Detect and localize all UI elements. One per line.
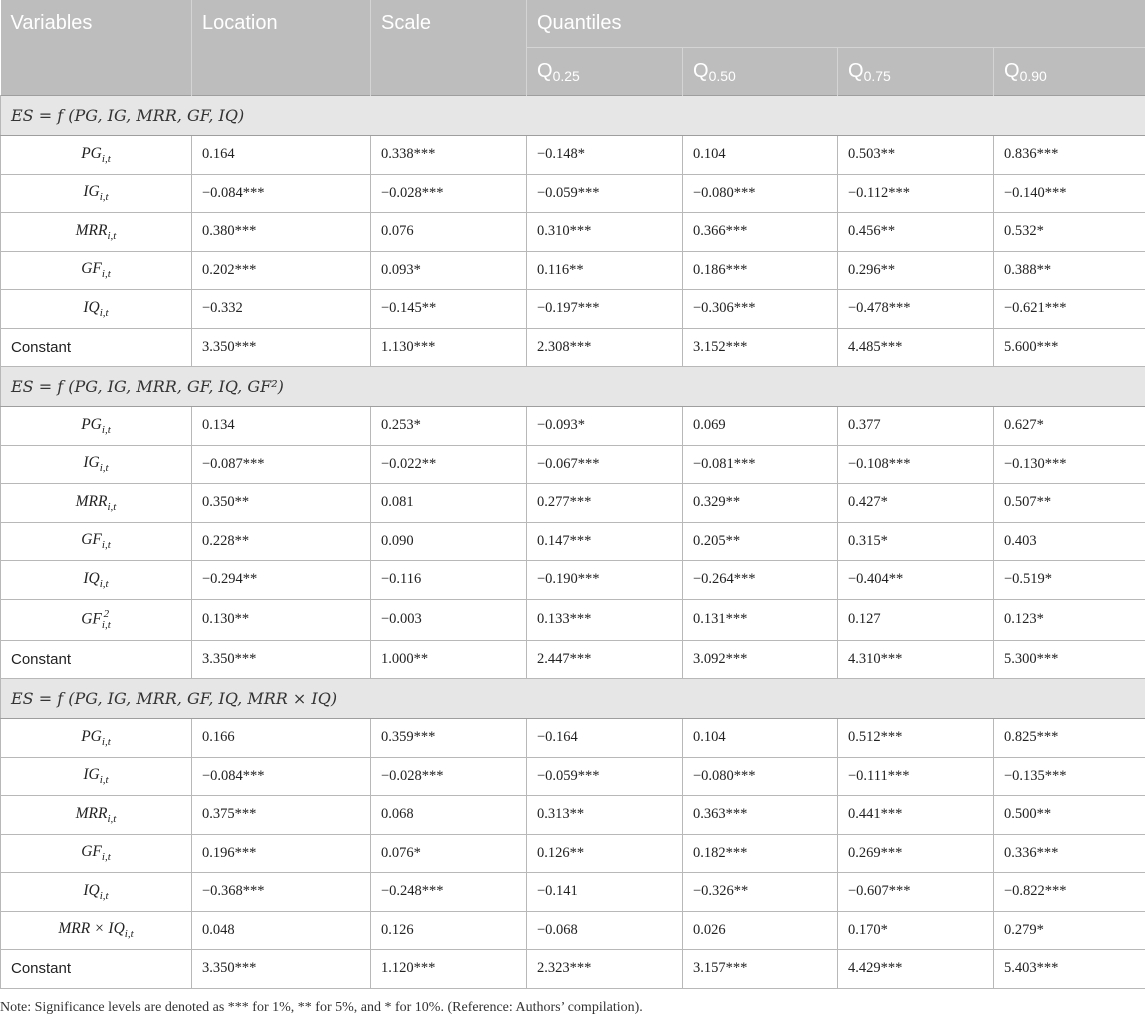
variable-name-cell	[1, 522, 192, 561]
value-cell: −0.332	[192, 290, 371, 329]
table-row	[1, 950, 1145, 989]
value-cell: 0.228**	[192, 522, 371, 561]
value-cell: −0.067***	[527, 445, 683, 484]
value-cell: 0.104	[683, 136, 838, 175]
variable-name-cell	[1, 407, 192, 446]
variable-symbol: IQ	[83, 881, 100, 899]
variable-name-cell	[1, 251, 192, 290]
value-cell: −0.084***	[192, 757, 371, 796]
variable-symbol: IQ	[83, 298, 100, 316]
value-cell: 0.507**	[994, 484, 1145, 523]
value-cell: 0.069	[683, 407, 838, 446]
value-cell: 0.363***	[683, 796, 838, 835]
section-header-row	[1, 367, 1145, 407]
variable-name-cell	[1, 561, 192, 600]
value-cell: −0.080***	[683, 174, 838, 213]
variable-name-cell	[1, 213, 192, 252]
value-cell: 0.825***	[994, 719, 1145, 758]
model-specification: ES = f (PG, IG, MRR, GF, IQ)	[1, 96, 1145, 136]
value-cell: 0.131***	[683, 599, 838, 640]
value-cell: 0.164	[192, 136, 371, 175]
variable-subscript: i,t	[99, 774, 109, 787]
value-cell: 2.308***	[527, 328, 683, 367]
table-row	[1, 251, 1145, 290]
value-cell: 0.269***	[838, 834, 994, 873]
header-q75: $Q_{0.75}$	[838, 48, 994, 96]
variable-name-cell: Constant	[1, 640, 192, 679]
value-cell: −0.294**	[192, 561, 371, 600]
value-cell: −0.028***	[371, 174, 527, 213]
value-cell: 0.166	[192, 719, 371, 758]
table-row	[1, 290, 1145, 329]
value-cell: −0.248***	[371, 873, 527, 912]
table-header	[1, 0, 1145, 96]
value-cell: −0.084***	[192, 174, 371, 213]
variable-subscript: i,t	[101, 618, 111, 631]
value-cell: 0.093*	[371, 251, 527, 290]
variable-symbol: GF	[81, 260, 102, 278]
value-cell: 3.350***	[192, 640, 371, 679]
value-cell: 0.503**	[838, 136, 994, 175]
variable-name-cell	[1, 484, 192, 523]
variable-name-cell	[1, 445, 192, 484]
value-cell: −0.621***	[994, 290, 1145, 329]
value-cell: 0.196***	[192, 834, 371, 873]
value-cell: 0.116**	[527, 251, 683, 290]
table-body	[1, 96, 1145, 989]
table-row	[1, 174, 1145, 213]
value-cell: −0.264***	[683, 561, 838, 600]
value-cell: −0.141	[527, 873, 683, 912]
table-row	[1, 640, 1145, 679]
variable-subscript: i,t	[101, 423, 111, 436]
variable-name-cell	[1, 796, 192, 835]
value-cell: 0.329**	[683, 484, 838, 523]
value-cell: 0.375***	[192, 796, 371, 835]
value-cell: 0.336***	[994, 834, 1145, 873]
value-cell: 0.126**	[527, 834, 683, 873]
table-row	[1, 213, 1145, 252]
value-cell: 0.182***	[683, 834, 838, 873]
value-cell: 1.130***	[371, 328, 527, 367]
table-row	[1, 522, 1145, 561]
table-row	[1, 136, 1145, 175]
variable-subscript: i,t	[107, 229, 117, 242]
value-cell: 3.152***	[683, 328, 838, 367]
value-cell: −0.519*	[994, 561, 1145, 600]
value-cell: 0.205**	[683, 522, 838, 561]
variable-subscript: i,t	[99, 306, 109, 319]
header-variables: Variables	[1, 0, 192, 96]
variable-name-cell	[1, 599, 192, 640]
value-cell: 0.366***	[683, 213, 838, 252]
value-cell: 0.127	[838, 599, 994, 640]
variable-name-cell: Constant	[1, 328, 192, 367]
value-cell: −0.822***	[994, 873, 1145, 912]
table-row	[1, 911, 1145, 950]
value-cell: −0.135***	[994, 757, 1145, 796]
value-cell: 0.104	[683, 719, 838, 758]
value-cell: 0.500**	[994, 796, 1145, 835]
value-cell: 0.081	[371, 484, 527, 523]
value-cell: 0.253*	[371, 407, 527, 446]
value-cell: −0.197***	[527, 290, 683, 329]
header-q90: $Q_{0.90}$	[994, 48, 1145, 96]
value-cell: 0.310***	[527, 213, 683, 252]
value-cell: 5.300***	[994, 640, 1145, 679]
value-cell: 0.532*	[994, 213, 1145, 252]
table-row	[1, 445, 1145, 484]
header-location: Location	[192, 0, 371, 96]
value-cell: 0.338***	[371, 136, 527, 175]
value-cell: 3.092***	[683, 640, 838, 679]
variable-symbol: GF	[81, 843, 102, 861]
value-cell: −0.028***	[371, 757, 527, 796]
value-cell: 0.377	[838, 407, 994, 446]
value-cell: −0.112***	[838, 174, 994, 213]
value-cell: 0.076*	[371, 834, 527, 873]
value-cell: −0.111***	[838, 757, 994, 796]
value-cell: −0.081***	[683, 445, 838, 484]
variable-name-cell	[1, 834, 192, 873]
value-cell: 0.090	[371, 522, 527, 561]
value-cell: −0.607***	[838, 873, 994, 912]
value-cell: 0.147***	[527, 522, 683, 561]
value-cell: 0.403	[994, 522, 1145, 561]
table-row	[1, 407, 1145, 446]
value-cell: −0.368***	[192, 873, 371, 912]
table-row	[1, 599, 1145, 640]
variable-symbol: IG	[83, 454, 100, 472]
variable-name-cell	[1, 174, 192, 213]
header-scale: Scale	[371, 0, 527, 96]
variable-symbol: GF	[81, 610, 102, 628]
table-row	[1, 834, 1145, 873]
value-cell: 3.157***	[683, 950, 838, 989]
variable-subscript: i,t	[101, 851, 111, 864]
variable-subscript: i,t	[107, 500, 117, 513]
value-cell: 0.427*	[838, 484, 994, 523]
value-cell: 0.026	[683, 911, 838, 950]
value-cell: −0.404**	[838, 561, 994, 600]
section-header-row	[1, 96, 1145, 136]
variable-symbol: PG	[81, 727, 102, 745]
table-row	[1, 757, 1145, 796]
header-q50: $Q_{0.50}$	[683, 48, 838, 96]
variable-subscript: i,t	[101, 539, 111, 552]
value-cell: 0.296**	[838, 251, 994, 290]
model-specification: ES = f (PG, IG, MRR, GF, IQ, GF²)	[1, 367, 1145, 407]
value-cell: 0.279*	[994, 911, 1145, 950]
value-cell: 0.202***	[192, 251, 371, 290]
variable-name-cell	[1, 757, 192, 796]
variable-symbol: IQ	[83, 569, 100, 587]
variable-subscript: i,t	[99, 462, 109, 475]
variable-subscript: i,t	[101, 152, 111, 165]
value-cell: 2.447***	[527, 640, 683, 679]
variable-name-cell	[1, 911, 192, 950]
value-cell: −0.080***	[683, 757, 838, 796]
value-cell: −0.478***	[838, 290, 994, 329]
variable-symbol: MRR	[75, 804, 108, 822]
value-cell: 0.350**	[192, 484, 371, 523]
variable-name-cell	[1, 136, 192, 175]
value-cell: −0.003	[371, 599, 527, 640]
value-cell: −0.108***	[838, 445, 994, 484]
header-quantiles: Quantiles	[527, 0, 1145, 48]
value-cell: 0.130**	[192, 599, 371, 640]
table-row	[1, 873, 1145, 912]
value-cell: −0.068	[527, 911, 683, 950]
value-cell: −0.116	[371, 561, 527, 600]
value-cell: 0.388**	[994, 251, 1145, 290]
value-cell: −0.093*	[527, 407, 683, 446]
value-cell: 5.403***	[994, 950, 1145, 989]
value-cell: 0.186***	[683, 251, 838, 290]
table-row	[1, 484, 1145, 523]
value-cell: 0.315*	[838, 522, 994, 561]
variable-symbol: PG	[81, 415, 102, 433]
variable-symbol: PG	[81, 144, 102, 162]
value-cell: 5.600***	[994, 328, 1145, 367]
variable-subscript: i,t	[99, 577, 109, 590]
value-cell: 0.048	[192, 911, 371, 950]
variable-subscript: i,t	[124, 928, 134, 941]
model-specification: ES = f (PG, IG, MRR, GF, IQ, MRR × IQ)	[1, 679, 1145, 719]
value-cell: 0.359***	[371, 719, 527, 758]
value-cell: 0.126	[371, 911, 527, 950]
value-cell: 4.429***	[838, 950, 994, 989]
value-cell: 4.310***	[838, 640, 994, 679]
value-cell: −0.306***	[683, 290, 838, 329]
variable-subscript: i,t	[107, 812, 117, 825]
value-cell: 2.323***	[527, 950, 683, 989]
value-cell: −0.059***	[527, 174, 683, 213]
value-cell: 0.134	[192, 407, 371, 446]
variable-name-cell	[1, 873, 192, 912]
variable-subscript: i,t	[99, 191, 109, 204]
table-row	[1, 796, 1145, 835]
value-cell: 0.441***	[838, 796, 994, 835]
value-cell: 0.068	[371, 796, 527, 835]
variable-subscript: i,t	[99, 889, 109, 902]
variable-name-cell	[1, 719, 192, 758]
variable-symbol: MRR	[75, 492, 108, 510]
value-cell: 0.170*	[838, 911, 994, 950]
value-cell: 0.380***	[192, 213, 371, 252]
variable-symbol: MRR × IQ	[58, 920, 125, 938]
value-cell: 0.836***	[994, 136, 1145, 175]
value-cell: −0.130***	[994, 445, 1145, 484]
value-cell: 0.313**	[527, 796, 683, 835]
value-cell: 0.627*	[994, 407, 1145, 446]
variable-name-cell: Constant	[1, 950, 192, 989]
value-cell: −0.164	[527, 719, 683, 758]
value-cell: 1.120***	[371, 950, 527, 989]
value-cell: 0.456**	[838, 213, 994, 252]
value-cell: 0.123*	[994, 599, 1145, 640]
table-row	[1, 719, 1145, 758]
table-row	[1, 561, 1145, 600]
variable-symbol: IG	[83, 183, 100, 201]
variable-symbol: MRR	[75, 221, 108, 239]
variable-name-cell	[1, 290, 192, 329]
value-cell: 1.000**	[371, 640, 527, 679]
value-cell: −0.087***	[192, 445, 371, 484]
value-cell: −0.059***	[527, 757, 683, 796]
value-cell: −0.140***	[994, 174, 1145, 213]
value-cell: −0.326**	[683, 873, 838, 912]
value-cell: 0.133***	[527, 599, 683, 640]
value-cell: 3.350***	[192, 950, 371, 989]
value-cell: 0.076	[371, 213, 527, 252]
table-row	[1, 328, 1145, 367]
value-cell: 0.277***	[527, 484, 683, 523]
variable-symbol: IG	[83, 766, 100, 784]
variable-symbol: GF	[81, 531, 102, 549]
variable-subscript: i,t	[101, 735, 111, 748]
variable-superscript: 2	[103, 607, 110, 620]
table-note: Note: Significance levels are denoted as *** for 1%, ** for 5%, and * for 10%. (Reference: Authors’ compilation).	[0, 1000, 643, 1015]
value-cell: −0.190***	[527, 561, 683, 600]
header-q25: $Q_{0.25}$	[527, 48, 683, 96]
section-header-row	[1, 679, 1145, 719]
value-cell: −0.145**	[371, 290, 527, 329]
value-cell: 3.350***	[192, 328, 371, 367]
value-cell: −0.148*	[527, 136, 683, 175]
value-cell: 4.485***	[838, 328, 994, 367]
variable-subscript: i,t	[101, 268, 111, 281]
value-cell: 0.512***	[838, 719, 994, 758]
value-cell: −0.022**	[371, 445, 527, 484]
